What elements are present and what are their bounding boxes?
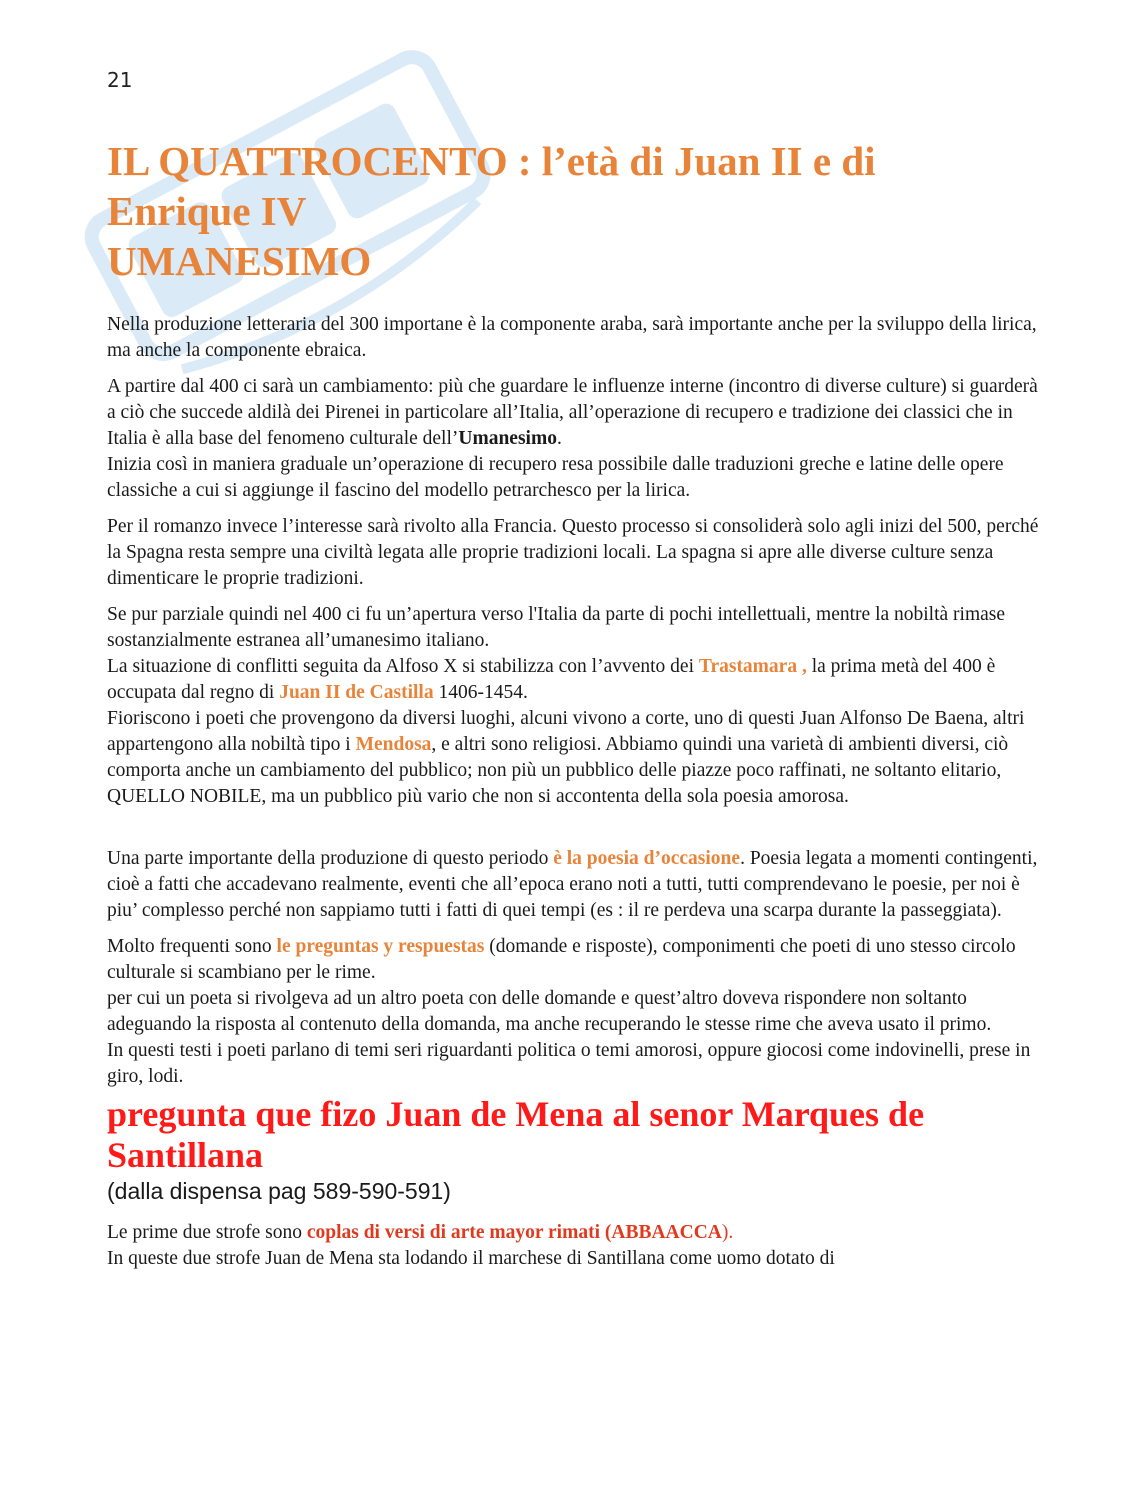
section-subtitle: (dalla dispensa pag 589-590-591) <box>107 1178 451 1204</box>
p7-text-d: In queste due strofe Juan de Mena sta lodando il marchese di Santillana come uomo dotato di <box>107 1248 835 1269</box>
section-title-line1: pregunta que fizo Juan de Mena al senor Marques de <box>107 1094 925 1134</box>
section-title-line2: Santillana <box>107 1135 264 1175</box>
p4-text-g: Fioriscono i poeti che provengono da diversi luoghi, alcuni vivono a corte, uno di questi Juan Alfonso De Baena, altri appartengono alla nobiltà tipo i <box>107 708 1025 755</box>
p4-trastamara: Trastamara , <box>698 656 807 677</box>
p2-umanesimo: Umanesimo <box>458 428 557 449</box>
p4-text-d: la prima metà del 400 è occupata dal regno di <box>107 656 996 703</box>
page-number: 21 <box>107 68 133 92</box>
p6-text-d: per cui un poeta si rivolgeva ad un altro poeta con delle domande e quest’altro doveva rispondere non soltanto adeguando la risposta al contenuto della domanda, ma anche recuperando le stesse rime che aveva usato il primo. <box>107 988 992 1035</box>
document-body <box>107 136 1047 1272</box>
paragraph-5 <box>107 846 1047 924</box>
chapter-title-line2: Enrique IV <box>107 188 307 234</box>
p4-text-a: Se pur parziale quindi nel 400 ci fu un’apertura verso l'Italia da parte di pochi intellettuali, mentre la nobiltà rimase sostanzialmente estranea all’umanesimo italiano. <box>107 604 1006 651</box>
p4-juan-ii: Juan II de Castilla <box>279 682 434 703</box>
p7-text-a: Le prime due strofe sono <box>107 1222 307 1243</box>
p2-text-a: A partire dal 400 ci sarà un cambiamento: più che guardare le influenze interne (incontro di diverse culture) si guarderà a ciò che succede aldilà dei Pirenei in particolare all’Italia, all’operazione di recupero e tradizione dei classici che in Italia è alla base del fenomeno culturale dell’ <box>107 376 1038 449</box>
p6-text-a: Molto frequenti sono <box>107 936 277 957</box>
paragraph-6 <box>107 934 1047 1090</box>
paragraph-2 <box>107 374 1047 504</box>
p4-text-i: , e altri sono religiosi. Abbiamo quindi una varietà di ambienti diversi, ciò comporta anche un cambiamento del pubblico; non più un pubblico delle piazze poco raffinati, ne soltanto elitario, QUELLO NOBILE, ma un pubblico più vario che non si accontenta della sola poesia amorosa. <box>107 734 1009 807</box>
p2-text-c: . <box>556 428 562 449</box>
p6-text-e: In questi testi i poeti parlano di temi seri riguardanti politica o temi amorosi, oppure giocosi come indovinelli, prese in giro, lodi. <box>107 1040 1031 1087</box>
p7-coplas: coplas di versi di arte mayor rimati (ABBAACCA <box>306 1222 722 1243</box>
chapter-title <box>107 136 1047 286</box>
section-title <box>107 1094 1047 1176</box>
p5-text-c: . Poesia legata a momenti contingenti, cioè a fatti che accadevano realmente, eventi che all’epoca erano noti a tutti, tutti comprendevano le poesie, per noi è piu’ complesso perché non sappiamo tutti i fatti di quei tempi (es : il re perdeva una scarpa durante la passeggiata). <box>107 848 1038 921</box>
p7-text-c: ). <box>721 1222 734 1243</box>
p6-text-c: (domande e risposte), componimenti che poeti di uno stesso circolo culturale si scambiano per le rime. <box>107 936 1016 983</box>
paragraph-4 <box>107 602 1047 810</box>
p2-text-d: Inizia così in maniera graduale un’operazione di recupero resa possibile dalle traduzioni greche e latine delle opere classiche a cui si aggiunge il fascino del modello petrarchesco per la lirica. <box>107 454 1004 501</box>
paragraph-3: Per il romanzo invece l’interesse sarà rivolto alla Francia. Questo processo si consoliderà solo agli inizi del 500, perché la Spagna resta sempre una civiltà legata alle proprie tradizioni locali. La spagna si apre alle diverse culture senza dimenticare le proprie tradizioni. <box>107 516 1039 589</box>
p5-poesia-occasione: è la poesia d’occasione <box>553 848 741 869</box>
paragraph-7 <box>107 1220 1047 1272</box>
paragraph-1: Nella produzione letteraria del 300 importane è la componente araba, sarà importante anche per la sviluppo della lirica, ma anche la componente ebraica. <box>107 314 1037 361</box>
chapter-title-line3: UMANESIMO <box>107 238 372 284</box>
p4-text-f: 1406-1454. <box>433 682 528 703</box>
p4-text-b: La situazione di conflitti seguita da Alfoso X si stabilizza con l’avvento dei <box>107 656 699 677</box>
p6-preguntas: le preguntas y respuestas <box>276 936 485 957</box>
p4-mendosa: Mendosa <box>355 734 432 755</box>
p5-text-a: Una parte importante della produzione di questo periodo <box>107 848 554 869</box>
chapter-title-line1: IL QUATTROCENTO : l’età di Juan II e di <box>107 138 876 184</box>
